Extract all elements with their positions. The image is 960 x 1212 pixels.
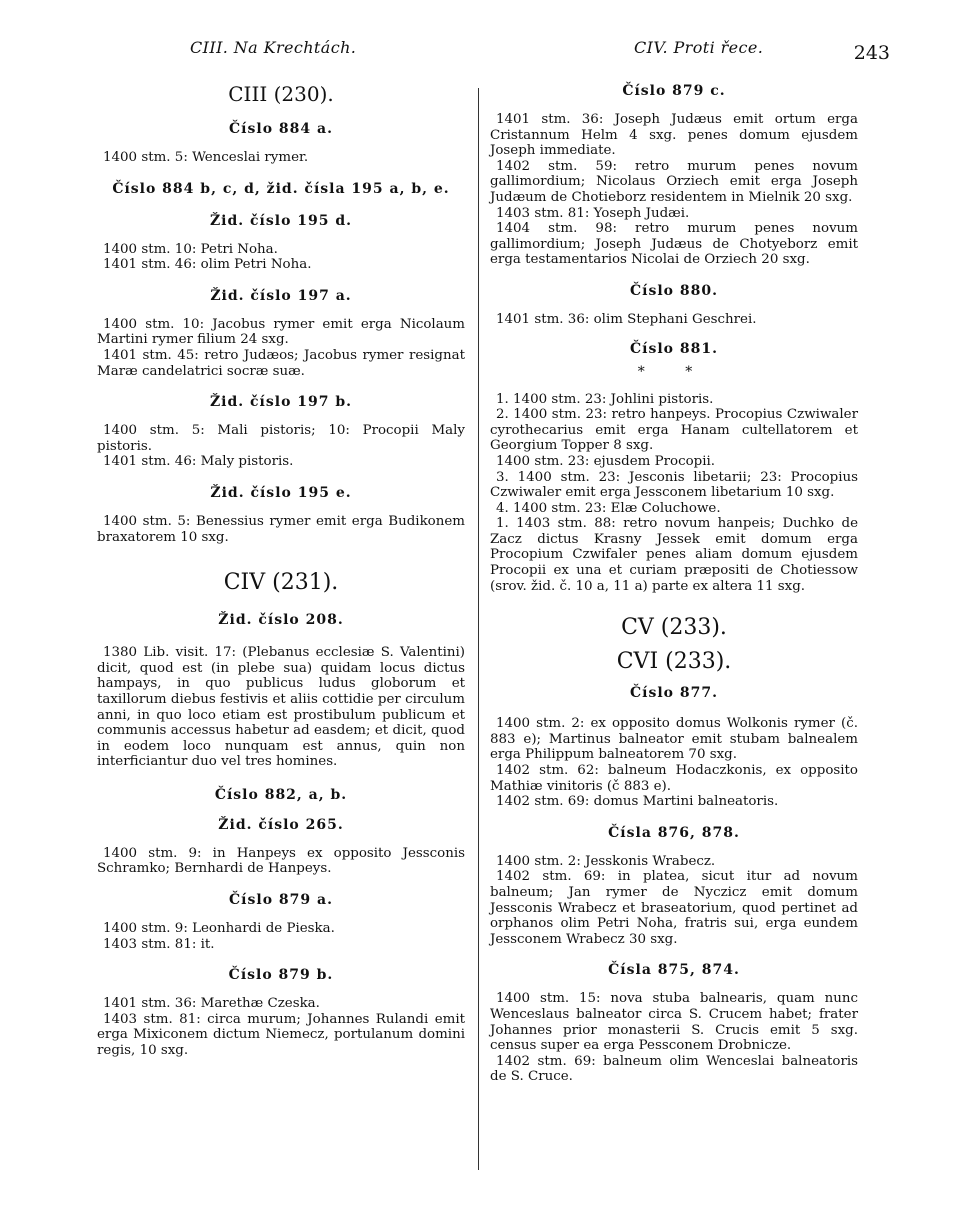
entry-text: 1404 stm. 98: retro murum penes novum gallimordium; Joseph Judæus de Chotyeborz emit erga testamentarios Nicolai de Orziech 20 sxg. xyxy=(490,221,858,268)
entry-heading: Žid. číslo 195 d. xyxy=(209,212,353,229)
entry-heading: Číslo 879 b. xyxy=(228,967,334,984)
entry-text: 1400 stm. 5: Wenceslai rymer. xyxy=(103,150,309,165)
entry-text: 1402 stm. 69: domus Martini balneatoris. xyxy=(496,794,779,810)
entry-text: 1402 stm. 69: in platea, sicut itur ad novum balneum; Jan rymer de Nyczicz emit domum Jessconis Wrabecz et braseatorium, quod pertinet ad orphanos olim Petri Noha, fratris sui, erga eundem Jessconem Wrabecz 30 sxg. xyxy=(490,869,858,947)
running-header-left: CIII. Na Krechtách. xyxy=(190,38,357,57)
entry-heading: Číslo 879 a. xyxy=(229,892,333,909)
entry-heading: Číslo 879 c. xyxy=(622,83,726,99)
entry-text: 1400 stm. 15: nova stuba balnearis, quam nunc Wenceslaus balneator circa S. Crucem habet; frater Johannes prior monasterii S. Crucis emit 5 sxg. census super ea erga Pessconem Drobnicze. xyxy=(490,991,858,1054)
section-title: CIII (230). xyxy=(228,82,334,106)
entry-text: 1401 stm. 46: olim Petri Noha. xyxy=(103,257,312,273)
entry-heading: Žid. číslo 195 e. xyxy=(210,484,352,501)
entry-text: 1403 stm. 81: circa murum; Johannes Rulandi emit erga Mixiconem dictum Niemecz, portulanum domini regis, 10 sxg. xyxy=(97,1011,465,1059)
entry-heading: Číslo 880. xyxy=(630,282,718,299)
entry-text: 1400 stm. 2: ex opposito domus Wolkonis rymer (č. 883 e); Martinus balneator emit stubam balnealem erga Philippum balneatorem 70 sxg. xyxy=(490,716,858,763)
entry-text: 1. 1400 stm. 23: Johlini pistoris. xyxy=(496,391,714,407)
entry-heading: Číslo 882, a, b. xyxy=(214,786,348,803)
entry-heading: Žid. číslo 197 a. xyxy=(210,287,352,304)
entry-text: 1400 stm. 23: ejusdem Procopii. xyxy=(496,453,716,469)
entry-text: 1. 1403 stm. 88: retro novum hanpeis; Duchko de Zacz dictus Krasny Jessek emit domum erga Procopium Czwifaler penes aliam domum ejusdem Procopii ex una et curiam præpositi de Chotiessow (srov. žid. č. 10 a, 11 a) parte ex altera 11 sxg. xyxy=(490,516,858,594)
entry-heading: Číslo 884 a. xyxy=(229,121,333,137)
entry-heading: Číslo 881. xyxy=(630,340,718,357)
entry-text: 1400 stm. 9: Leonhardi de Pieska. xyxy=(103,921,335,937)
entry-text: 1401 stm. 36: Joseph Judæus emit ortum erga Cristannum Helm 4 sxg. penes domum ejusdem Joseph immediate. xyxy=(490,112,858,159)
page-number: 243 xyxy=(853,42,890,64)
entry-text: 4. 1400 stm. 23: Elæ Coluchowe. xyxy=(496,500,721,516)
column-divider xyxy=(478,88,479,1170)
entry-text: 1401 stm. 45: retro Judæos; Jacobus rymer resignat Maræ candelatrici socræ suæ. xyxy=(97,347,465,379)
entry-text: 1380 Lib. visit. 17: (Plebanus ecclesiæ S. Valentini) dicit, quod est (in plebe sua) quidam locus dictus hampays, in quo publicus ludus globorum et taxillorum diebus festivis et aliis cottidie per circulum anni, in quo loco etiam est prostibulum publicum et communis accessus habetur ad easdem; et dicit, quod in eodem loco nunquam est annus, quin non interficiantur duo vel tres homines. xyxy=(97,645,465,770)
entry-text: 2. 1400 stm. 23: retro hanpeys. Procopius Czwiwaler cyrothecarius emit erga Hanam cultellatorem et Georgium Topper 8 sxg. xyxy=(490,407,858,454)
entry-text: 1402 stm. 59: retro murum penes novum gallimordium; Nicolaus Orziech emit erga Joseph Judæum de Chotieborz residentem in Mielnik 20 sxg. xyxy=(490,158,858,205)
entry-text: 3. 1400 stm. 23: Jesconis libetarii; 23: Procopius Czwiwaler emit erga Jessconem libetarium 10 sxg. xyxy=(490,469,858,501)
entry-heading: Žid. číslo 197 b. xyxy=(209,394,353,411)
entry-text: 1400 stm. 2: Jesskonis Wrabecz. xyxy=(496,853,716,869)
running-header-right: CIV. Proti řece. xyxy=(634,38,764,57)
entry-heading: Číslo 884 b, c, d, žid. čísla 195 a, b, e. xyxy=(112,180,450,197)
entry-text: 1400 stm. 5: Mali pistoris; 10: Procopii Maly pistoris. xyxy=(97,423,465,454)
entry-text: 1402 stm. 62: balneum Hodaczkonis, ex opposito Mathiæ vinitoris (č 883 e). xyxy=(490,763,858,794)
entry-text: 1400 stm. 5: Benessius rymer emit erga Budikonem braxatorem 10 sxg. xyxy=(97,513,465,545)
left-column xyxy=(97,82,465,1059)
entry-text: 1403 stm. 81: it. xyxy=(103,936,215,952)
entry-heading: Čísla 875, 874. xyxy=(608,962,740,979)
entry-text: 1401 stm. 36: Marethæ Czeska. xyxy=(103,996,320,1012)
section-title: CVI (233). xyxy=(616,649,732,675)
entry-heading: Žid. číslo 265. xyxy=(218,816,344,833)
entry-text: 1400 stm. 10: Petri Noha. xyxy=(103,241,278,257)
entry-text: 1401 stm. 46: Maly pistoris. xyxy=(103,454,294,470)
entry-text: 1403 stm. 81: Yoseph Judæi. xyxy=(496,205,690,221)
entry-text: 1400 stm. 10: Jacobus rymer emit erga Nicolaum Martini rymer filium 24 sxg. xyxy=(97,316,465,348)
entry-heading: Žid. číslo 208. xyxy=(218,612,344,629)
asterisk-separator: * * xyxy=(637,363,711,380)
section-title: CIV (231). xyxy=(223,570,339,596)
entry-text: 1402 stm. 69: balneum olim Wenceslai balneatoris de S. Cruce. xyxy=(490,1053,858,1085)
right-column xyxy=(490,82,858,1085)
entry-heading: Čísla 876, 878. xyxy=(608,824,740,841)
section-title: CV (233). xyxy=(621,615,727,641)
entry-text: 1401 stm. 36: olim Stephani Geschrei. xyxy=(496,311,757,327)
entry-text: 1400 stm. 9: in Hanpeys ex opposito Jessconis Schramko; Bernhardi de Hanpeys. xyxy=(97,845,465,877)
entry-heading: Číslo 877. xyxy=(630,685,718,702)
